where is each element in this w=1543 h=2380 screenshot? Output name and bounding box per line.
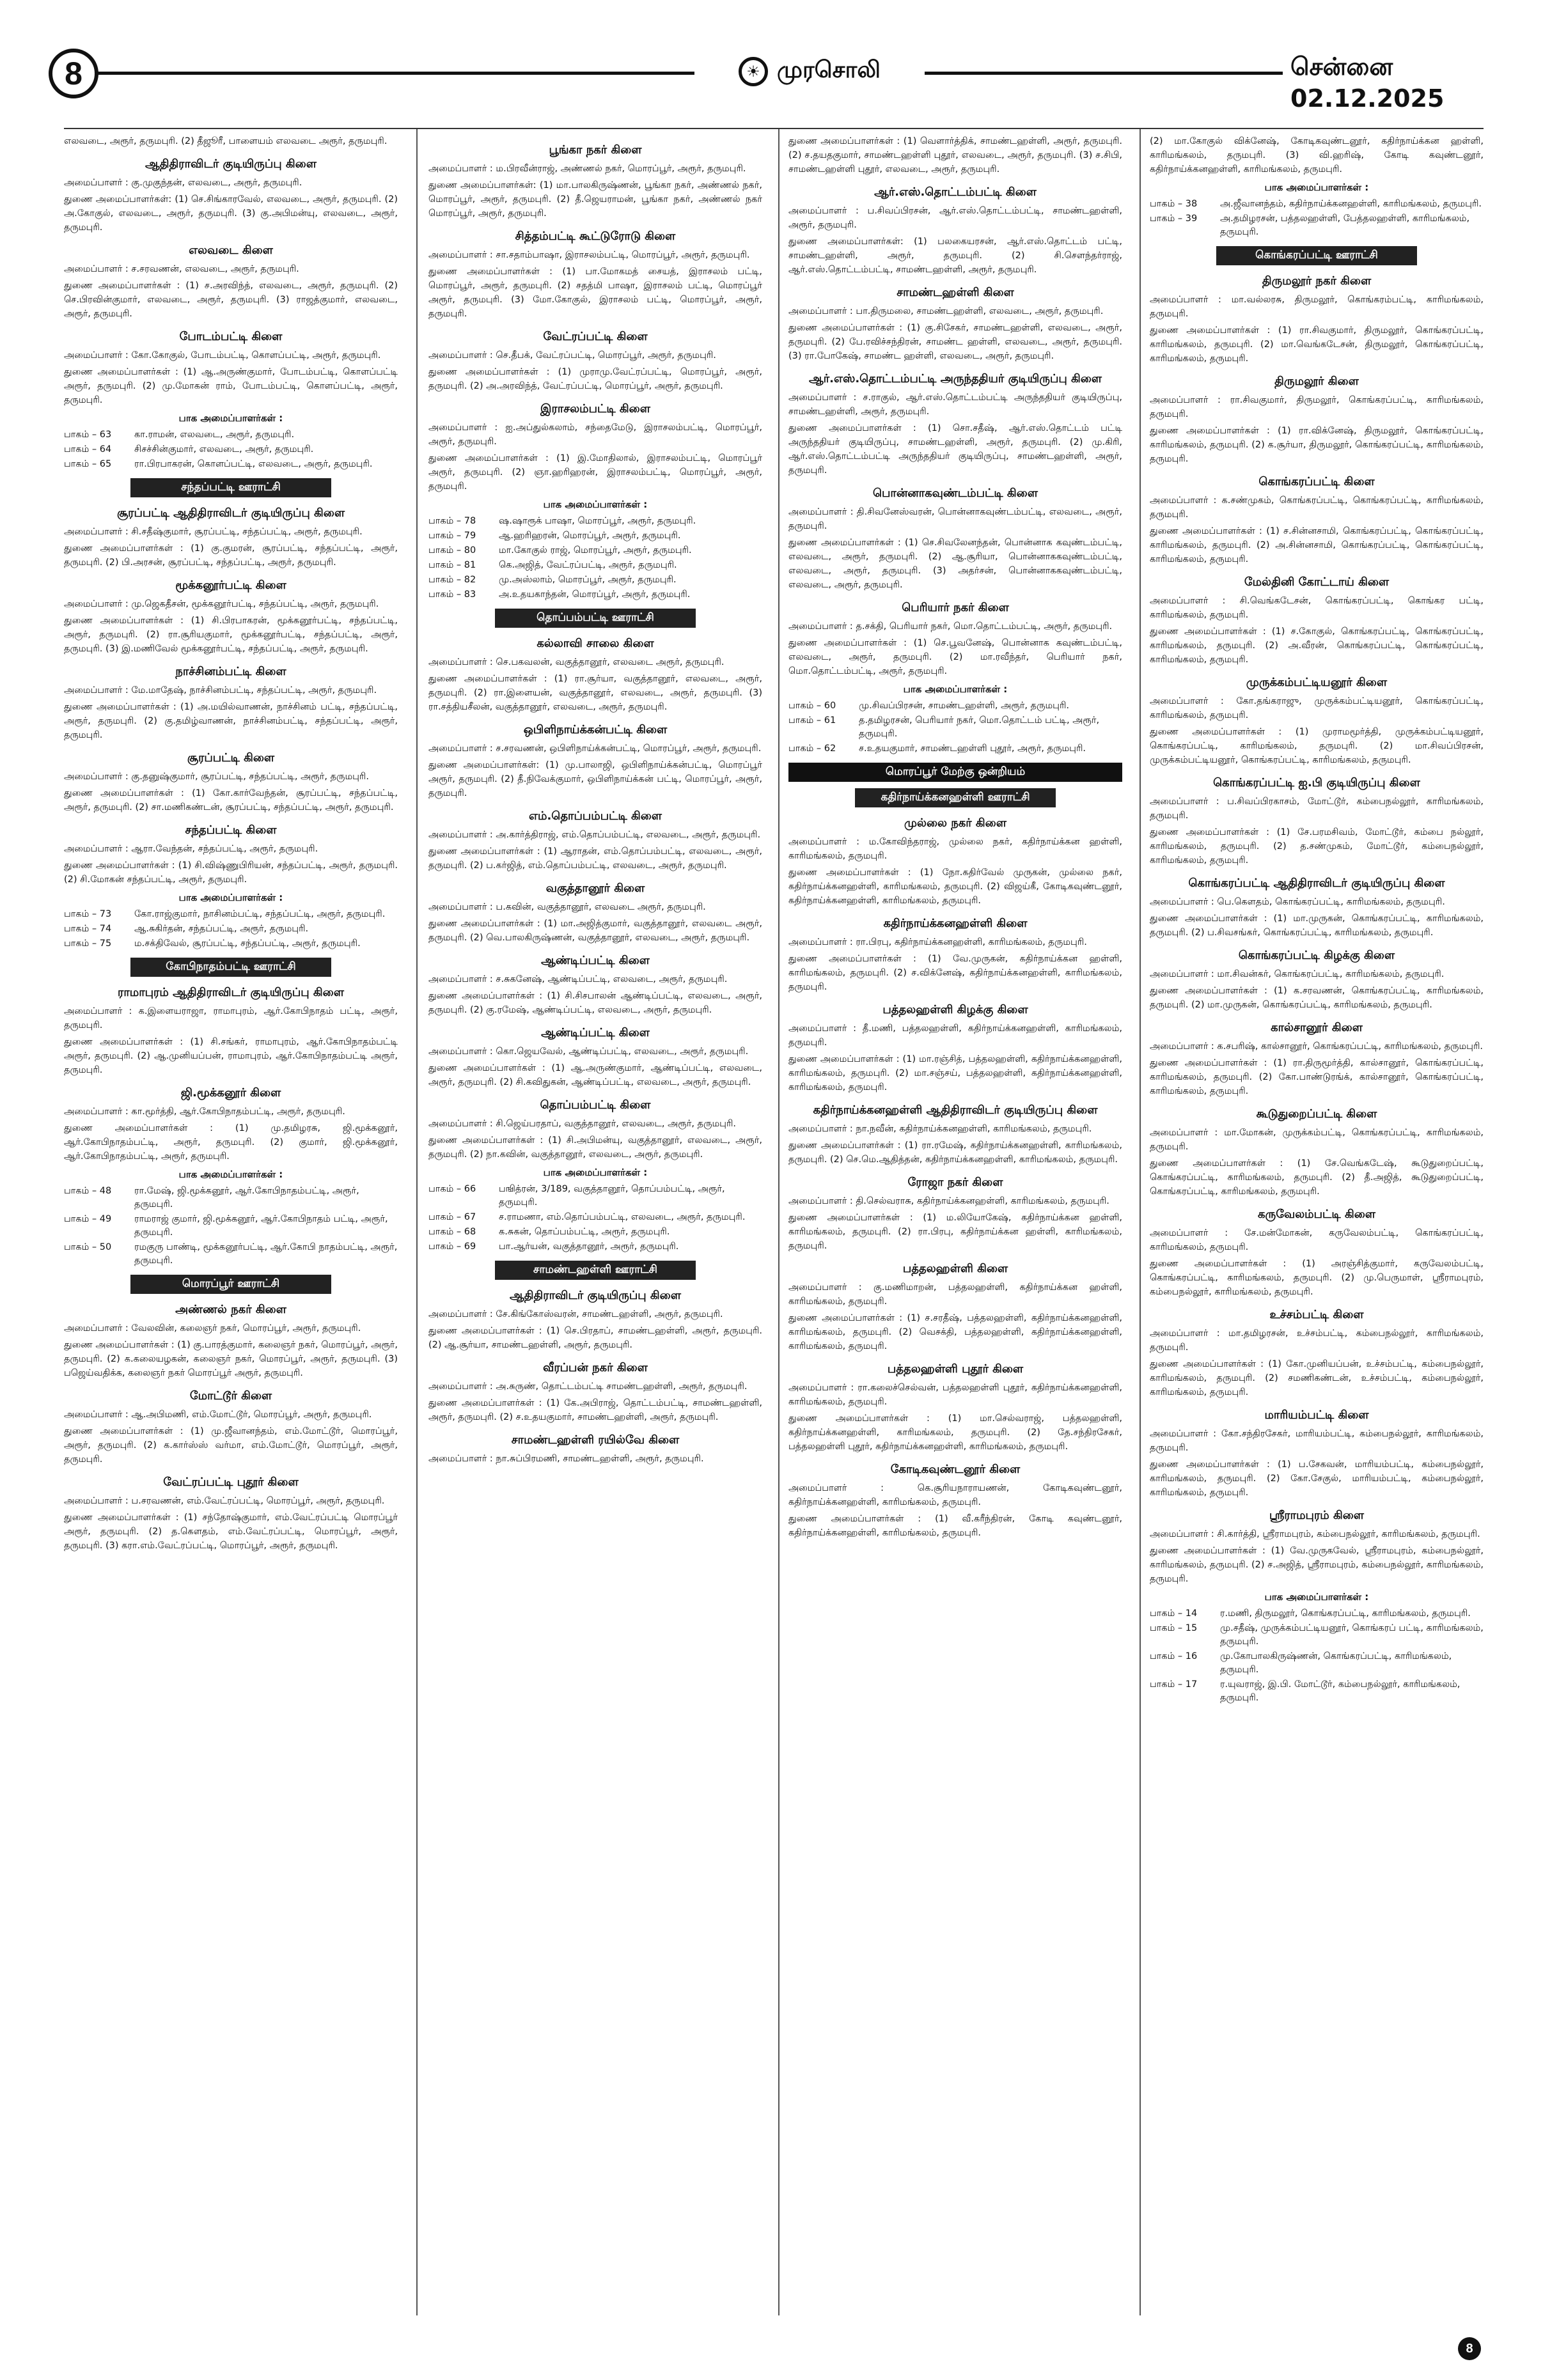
branch-heading: பத்தலஹள்ளி கிளை (902, 1262, 1008, 1275)
panchayat-band: மொரப்பூர் ஊராட்சி (130, 1275, 331, 1294)
member-entry: துணை அமைப்பாளர்கள் : (1) சே.பரமசிவம், மோட்டூர், கம்பை நல்லூர், காரிமங்கலம், தருமபுரி. (2) த.சண்முகம், மோட்டூர், கம்பைநல்லூர், காரிமங்கலம், தருமபுரி. (1150, 827, 1484, 866)
member-entry: அமைப்பாளர் : ம.கோவிந்தராஜ், முல்லை நகர், கதிர்நாய்க்கன ஹள்ளி, காரிமங்கலம், தருமபுரி. (788, 837, 1122, 861)
member-entry: துணை அமைப்பாளர்கள் : (1) ரா.விக்னேஷ், திருமலூர், கொங்கரப்பட்டி, காரிமங்கலம், தருமபுரி. (2) க.சூர்யா, திருமலூர், கொங்கரப்பட்டி, காரிமங்கலம், தருமபுரி. (1150, 426, 1484, 464)
table-row (64, 1212, 398, 1240)
section-lead: பாக அமைப்பாளர்கள் : (178, 412, 283, 424)
member-entry: துணை அமைப்பாளர்கள் : (1) சொ.சதீஷ், ஆர்.எஸ்.தொட்டம் பட்டி அருந்ததியர் குடியிருப்பு, சாமண்டஹள்ளி, அரூர், தருமபுரி. (2) மு.கிரி, ஆர்.எஸ்.தொட்டம்பட்டி அருந்ததியர் குடியிருப்பு, சாமண்டஹள்ளி, அரூர், தருமபுரி. (788, 423, 1122, 476)
member-entry: அமைப்பாளர் : தீ.மணி, பத்தலஹள்ளி, கதிர்நாய்க்கனஹள்ளி, காரிமங்கலம், தருமபுரி. (788, 1023, 1122, 1048)
table-row (64, 922, 398, 937)
member-entry: அமைப்பாளர் : க.இளையராஜா, ராமாபுரம், ஆர்.கோபிநாதம் பட்டி, அரூர், தருமபுரி. (64, 1006, 398, 1031)
booth-incharge: த.தமிழரசன், பெரியார் நகர், மொ.தொட்டம் பட்டி, அரூர், தருமபுரி. (859, 715, 1100, 739)
table-row (64, 1240, 398, 1268)
member-entry: அமைப்பாளர் : ப.சிவப்பிரசன், ஆர்.எஸ்.தொட்டம்பட்டி, சாமண்டஹள்ளி, அரூர், தருமபுரி. (788, 206, 1122, 230)
booth-number: பாகம் – 67 (428, 1212, 476, 1222)
table-row (788, 713, 1122, 742)
branch-heading: பொன்னாகவுண்டம்பட்டி கிளை (873, 486, 1038, 500)
member-entry: துணை அமைப்பாளர்கள் : (1) ம.லியோகேஷ், கதிர்நாய்க்கன ஹள்ளி, காரிமங்கலம், தருமபுரி. (2) ரா.பிரபு, கதிர்நாய்க்கன ஹள்ளி, காரிமங்கலம், தருமபுரி. (788, 1213, 1122, 1251)
booth-number: பாகம் – 82 (428, 575, 476, 585)
booth-number: பாகம் – 61 (788, 715, 836, 726)
branch-heading: எலவடை கிளை (189, 244, 273, 257)
member-entry: துணை அமைப்பாளர்கள் : (1) வெளார்த்திக், சாமண்டஹள்ளி, அரூர், தருமபுரி. (2) ச.தயதகுமார், சாமண்டஹள்ளி புதூர், எலவடை, அரூர், தருமபுரி. (3) ச.சிபி, சாமண்டஹள்ளி புதூர், எலவடை, அரூர், தருமபுரி. (788, 136, 1122, 175)
booth-incharge: கா.ராமன், எலவடை, அரூர், தருமபுரி. (134, 430, 295, 440)
member-entry: துணை அமைப்பாளர்கள் : (1) செ.பிரதாப், சாமண்டஹள்ளி, அரூர், தருமபுரி. (2) ஆ.சூர்யா, சாமண்டஹள்ளி, அரூர், தருமபுரி. (428, 1326, 762, 1350)
member-entry: அமைப்பாளர் : கெ.சூரியநாராயணன், கோடிகவுண்டனூர், கதிர்நாய்க்கனஹள்ளி, காரிமங்கலம், தருமபுரி. (788, 1483, 1122, 1507)
branch-heading: கொங்கரப்பட்டி ஐ.பி குடியிருப்பு கிளை (1213, 776, 1420, 789)
masthead (694, 46, 925, 97)
member-entry: அமைப்பாளர் : கு.தனுஷ்குமார், சூரப்பட்டி, சந்தப்பட்டி, அரூர், தருமபுரி. (64, 772, 369, 782)
booth-number: பாகம் – 16 (1150, 1651, 1198, 1661)
member-entry: துணை அமைப்பாளர்கள் : (1) சி.பிரபாகரன், மூக்கனூர்பட்டி, சந்தப்பட்டி, அரூர், தருமபுரி. (2) ரா.சூரியகுமார், மூக்கனூர்பட்டி, சந்தப்பட்டி, அரூர், தருமபுரி. (3) இ.மணிவேல் மூக்கனூர்பட்டி, சந்தப்பட்டி, அரூர், தருமபுரி. (64, 616, 398, 654)
branch-heading: பெரியார் நகர் கிளை (902, 601, 1009, 614)
member-entry: அமைப்பாளர் : ப.சிவப்பிரகாசம், மோட்டூர், கம்பைநல்லூர், காரிமங்கலம், தருமபுரி. (1150, 797, 1484, 821)
member-entry: அமைப்பாளர் : ரா.பிரபு, கதிர்நாய்க்கனஹள்ளி, காரிமங்கலம், தருமபுரி. (788, 937, 1087, 947)
booth-table (1150, 1606, 1484, 1706)
member-entry: அமைப்பாளர் : மு.ஜெகதீசன், மூக்கனூர்பட்டி, சந்தப்பட்டி, அரூர், தருமபுரி. (64, 599, 379, 609)
branch-heading: கதிர்நாய்க்கனஹள்ளி ஆதிதிராவிடர் குடியிருப்பு கிளை (813, 1103, 1098, 1117)
member-entry: அமைப்பாளர் : ஆரா.வேந்தன், சந்தப்பட்டி, அரூர், தருமபுரி. (64, 844, 318, 854)
booth-incharge: அ.தமிழரசன், பத்தலஹள்ளி, பேத்தலஹள்ளி, காரிமங்கலம், தருமபுரி. (1220, 214, 1470, 237)
member-entry: துணை அமைப்பாளர்கள் : (1) ரா.சூர்யா, வகுத்தானூர், எலவடை, அரூர், தருமபுரி. (2) ரா.இளையன், வகுத்தானூர், எலவடை, அரூர், தருமபுரி. (3) ரா.சத்தியசீலன், வகுத்தானூர், எலவடை, அரூர், தருமபுரி. (428, 674, 762, 712)
booth-number: பாகம் – 17 (1150, 1679, 1198, 1690)
member-entry: துணை அமைப்பாளர்கள் : (1) சி.சிசபாலன் ஆண்டிப்பட்டி, எலவடை, அரூர், தருமபுரி. (2) கு.ரமேஷ், ஆண்டிப்பட்டி, எலவடை, அரூர், தருமபுரி. (428, 991, 762, 1015)
booth-table (428, 514, 762, 602)
table-row (64, 937, 398, 951)
table-row (788, 699, 1122, 713)
branch-heading: வேட்ரப்பட்டி கிளை (543, 330, 648, 343)
table-row (1150, 1677, 1484, 1706)
member-entry: அமைப்பாளர் : த.சக்தி, பெரியார் நகர், மொ.தொட்டம்பட்டி, அரூர், தருமபுரி. (788, 621, 1113, 632)
section-lead: பாக அமைப்பாளர்கள் : (543, 1167, 648, 1178)
booth-number: பாகம் – 81 (428, 560, 476, 570)
branch-heading: சந்தப்பட்டி கிளை (185, 823, 277, 837)
branch-heading: வகுத்தானூர் கிளை (545, 882, 645, 895)
member-entry: அமைப்பாளர் : தி.செல்வராசு, கதிர்நாய்க்கனஹள்ளி, காரிமங்கலம், தருமபுரி. (788, 1196, 1109, 1206)
branch-heading: கதிர்நாய்க்கனஹள்ளி கிளை (883, 917, 1028, 930)
booth-incharge: ஆ.சுகிர்தன், சந்தப்பட்டி, அரூர், தருமபுரி. (134, 924, 309, 934)
booth-number: பாகம் – 62 (788, 743, 836, 754)
table-row (1150, 197, 1484, 212)
booth-number: பாகம் – 48 (64, 1186, 112, 1196)
masthead-title: முரசொலி (777, 57, 881, 83)
header-rule-left (93, 72, 701, 75)
member-entry: அமைப்பாளர் : தி.சிவனேஸ்வரன், பொன்னாகவுண்டம்பட்டி, எலவடை, அரூர், தருமபுரி. (788, 507, 1122, 531)
panchayat-band: கொங்கரப்பட்டி ஊராட்சி (1216, 246, 1416, 265)
member-entry: அமைப்பாளர் : பா.திருமலை, சாமண்டஹள்ளி, எலவடை, அரூர், தருமபுரி. (788, 306, 1104, 316)
branch-heading: ஆண்டிப்பட்டி கிளை (541, 954, 650, 967)
member-entry: துணை அமைப்பாளர்கள் : (1) செ.சிவலேனந்தன், பொன்னாக கவுண்டம்பட்டி, எலவடை, அரூர், தருமபுரி. (2) ஆ.சூரியா, பொன்னாககவுண்டம்பட்டி, எலவடை, அரூர், தருமபுரி. (3) அதர்சன், பொன்னாககவுண்டம்பட்டி, எலவடை, அரூர், தருமபுரி. (788, 538, 1122, 590)
member-entry: துணை அமைப்பாளர்கள் : (1) ச.சரதீஷ், பத்தலஹள்ளி, கதிர்நாய்க்கனஹள்ளி, காரிமங்கலம், தருமபுரி. (2) வெசக்தி, பத்தலஹள்ளி, கதிர்நாய்க்கனஹள்ளி, காரிமங்கலம், தருமபுரி. (788, 1313, 1122, 1351)
branch-heading: முருக்கம்பட்டியனூர் கிளை (1246, 676, 1388, 689)
table-row (64, 1184, 398, 1212)
member-entry: துணை அமைப்பாளர்கள் : (1) ஆ.அருண்குமார், போடம்பட்டி, கொளப்பட்டி அரூர், தருமபுரி. (2) மு.மோகன் ராம், போடம்பட்டி, கொளப்பட்டி, அரூர், தருமபுரி. (64, 367, 398, 405)
member-entry: துணை அமைப்பாளர்கள் : (1) முராமமூர்த்தி, முருக்கம்பட்டியனூர், கொங்கரப்பட்டி, காரிமங்கலம், தருமபுரி. (2) மா.சிவப்பிரசன், முருக்கம்பட்டியனூர், கொங்கரப்பட்டி, காரிமங்கலம், தருமபுரி. (1150, 727, 1484, 765)
member-entry: அமைப்பாளர் : ஐ.அப்துல்கலாம், சந்தைமேடு, இராசலம்பட்டி, மொரப்பூர், அரூர், தருமபுரி. (428, 423, 762, 447)
member-entry: துணை அமைப்பாளர்கள் : (1) சந்தோஷ்குமார், எம்.வேட்ரப்பட்டி மொரப்பூர் அரூர், தருமபுரி. (2) த.கௌதம், எம்.வேட்ரப்பட்டி, மொரப்பூர், அரூர், தருமபுரி. (3) கரா.எம்.வேட்ரப்பட்டி, மொரப்பூர், அரூர், தருமபுரி. (64, 1513, 398, 1551)
member-entry: துணை அமைப்பாளர்கள்: (1) மு.பாலாஜி, ஒபிளிநாய்க்கன்பட்டி, மொரப்பூர் அரூர், தருமபுரி. (2) தீ.நிவேக்குமார், ஒபிளிநாய்க்கன் பட்டி, மொரப்பூர், அரூர், தருமபுரி. (428, 760, 762, 798)
member-entry: அமைப்பாளர் : கொ.ஜெயவேல், ஆண்டிப்பட்டி, எலவடை, அரூர், தருமபுரி. (428, 1046, 749, 1057)
booth-incharge: ச.உதயகுமார், சாமண்டஹள்ளி புதூர், அரூர், தருமபுரி. (859, 743, 1086, 754)
member-entry: அமைப்பாளர் : கு.மணிமாறன், பத்தலஹள்ளி, கதிர்நாய்க்கன ஹள்ளி, காரிமங்கலம், தருமபுரி. (788, 1282, 1122, 1307)
member-entry: அமைப்பாளர் : சா.சதாம்பாஷா, இராசலம்பட்டி, மொரப்பூர், அரூர், தருமபுரி. (428, 250, 750, 260)
booth-incharge: கோ.ராஜ்குமார், நாசினம்பட்டி, சந்தப்பட்டி, அரூர், தருமபுரி. (134, 909, 386, 919)
member-entry: துணை அமைப்பாளர்கள் : (1) சி.சங்கர், ராமாபுரம், ஆர்.கோபிநாதம்பட்டி அரூர், தருமபுரி. (2) ஆ.முனியப்பன், ராமாபுரம், ஆர்.கோபிநாதம்பட்டி அரூர், தருமபுரி. (64, 1037, 398, 1075)
booth-number: பாகம் – 65 (64, 459, 112, 469)
member-entry: அமைப்பாளர் : ச.சுகனேஷ், ஆண்டிப்பட்டி, எலவடை, அரூர், தருமபுரி. (428, 974, 728, 984)
branch-heading: ஆர்.எஸ்.தொட்டம்பட்டி அருந்ததியர் குடியிருப்பு கிளை (808, 372, 1102, 385)
footer-page-number: 8 (1458, 2337, 1481, 2360)
booth-incharge: மு.கோபாலகிருஷ்ணன், கொங்கரப்பட்டி, காரிமங்கலம், தருமபுரி. (1220, 1651, 1452, 1675)
column-divider (1140, 129, 1141, 2315)
member-entry: துணை அமைப்பாளர்கள் : (1) வே.முருகவேல், ஸ்ரீராமபுரம், கம்பைநல்லூர், காரிமங்கலம், தருமபுரி. (2) ச.அஜித், ஸ்ரீராமபுரம், கம்பைநல்லூர், காரிமங்கலம், தருமபுரி. (1150, 1546, 1484, 1584)
branch-heading: ஒபிளிநாய்க்கன்பட்டி கிளை (523, 723, 668, 736)
member-entry: அமைப்பாளர் : மே.மாதேஷ், நாச்சினம்பட்டி, சந்தப்பட்டி, அரூர், தருமபுரி. (64, 685, 377, 696)
table-row (1150, 212, 1484, 240)
booth-incharge: பா.ஆர்யன், வகுத்தானூர், அரூர், தருமபுரி. (499, 1241, 679, 1252)
branch-heading: ஜி.மூக்கனூர் கிளை (180, 1086, 281, 1100)
booth-incharge: மா.கோகுல் ராஜ், மொரப்பூர், அரூர், தருமபுரி. (499, 545, 692, 556)
member-entry: அமைப்பாளர் : ஆ.அபிமணி, எம்.மோட்டூர், மொரப்பூர், அரூர், தருமபுரி. (64, 1410, 372, 1420)
booth-incharge: மு.சிவப்பிரசன், சாமண்டஹள்ளி, அரூர், தருமபுரி. (859, 701, 1070, 711)
member-entry: துணை அமைப்பாளர்கள் : (1) ச.கோகுல், கொங்கரப்பட்டி, கொங்கரப்பட்டி, காரிமங்கலம், தருமபுரி. (2) அ.வீரன், கொங்கரப்பட்டி, கொங்கரப்பட்டி, காரிமங்கலம், தருமபுரி. (1150, 626, 1484, 665)
booth-incharge: கெ.அஜித், வேட்ரப்பட்டி, அரூர், தருமபுரி. (499, 560, 677, 570)
table-row (428, 558, 762, 573)
member-entry: அமைப்பாளர் : கோ.சந்திரசேகர், மாரியம்பட்டி, கம்பைநல்லூர், காரிமங்கலம், தருமபுரி. (1150, 1429, 1484, 1453)
table-row (428, 543, 762, 558)
member-entry: அமைப்பாளர் : சி.சதீஷ்குமார், சூரப்பட்டி, சந்தப்பட்டி, அரூர், தருமபுரி. (64, 527, 363, 537)
booth-incharge: க.சுகன், தொப்பம்பட்டி, அரூர், தருமபுரி. (499, 1227, 670, 1237)
member-entry: துணை அமைப்பாளர்கள் : (1) நோ.கதிர்வேல் முருகன், முல்லை நகர், கதிர்நாய்க்கனஹள்ளி, காரிமங்கலம், தருமபுரி. (2) விஜய்கீ, கோடிகவுண்டனூர், கதிர்நாய்க்கனஹள்ளி, காரிமங்கலம், தருமபுரி. (788, 867, 1122, 906)
booth-incharge: மு.சதீஷ், முருக்கம்பட்டியனூர், கொங்கரப் பட்டி, காரிமங்கலம், தருமபுரி. (1220, 1623, 1484, 1647)
panchayat-band: தொப்பம்பட்டி ஊராட்சி (495, 609, 695, 628)
table-row (64, 428, 398, 442)
section-lead: பாக அமைப்பாளர்கள் : (543, 499, 648, 510)
branch-heading: பத்தலஹள்ளி புதூர் கிளை (887, 1362, 1024, 1376)
member-entry: துணை அமைப்பாளர்கள்: (1) செ.சிங்காரவேல், எலவடை, அரூர், தருமபுரி. (2) அ.கோகுல், எலவடை, அரூர், தருமபுரி. (3) கு.அபிமன்யு, எலவடை, அரூர், தருமபுரி. (64, 194, 398, 233)
member-entry: அமைப்பாளர் : கா.மூர்த்தி, ஆர்.கோபிநாதம்பட்டி, அரூர், தருமபுரி. (64, 1107, 345, 1117)
member-entry: அமைப்பாளர் : செ.பகவலன், வகுத்தானூர், எலவடை அரூர், தருமபுரி. (428, 657, 725, 667)
member-entry: துணை அமைப்பாளர்கள் : (1) ச.சின்னசாமி, கொங்கரப்பட்டி, கொங்கரப்பட்டி, காரிமங்கலம், தருமபுரி. (2) அ.சின்னசாமி, கொங்கரப்பட்டி, கொங்கரப்பட்டி, காரிமங்கலம், தருமபுரி. (1150, 526, 1484, 564)
booth-number: பாகம் – 15 (1150, 1623, 1198, 1633)
table-row (428, 573, 762, 587)
section-lead: பாக அமைப்பாளர்கள் : (1264, 1591, 1369, 1603)
booth-incharge: ரா.பிரபாகரன், கொளப்பட்டி, எலவடை, அரூர், தருமபுரி. (134, 459, 373, 469)
member-entry: துணை அமைப்பாளர்கள் : (1) ரா.சிவகுமார், திருமலூர், கொங்கரப்பட்டி, காரிமங்கலம், தருமபுரி. (2) மா.வெங்கடேசன், திருமலூர், கொங்கரப்பட்டி, காரிமங்கலம், தருமபுரி. (1150, 325, 1484, 364)
member-entry: அமைப்பாளர் : வேலவின், கலைஞர் நகர், மொரப்பூர், அரூர், தருமபுரி. (64, 1323, 361, 1334)
branch-heading: பத்தலஹள்ளி கிழக்கு கிளை (882, 1003, 1028, 1016)
member-entry: அமைப்பாளர் : மா.மோகன், முருக்கம்பட்டி, கொங்கரப்பட்டி, காரிமங்கலம், தருமபுரி. (1150, 1128, 1484, 1152)
member-entry: துணை அமைப்பாளர்கள் : (1) சி.விஷ்ணுபிரியன், சந்தப்பட்டி, அரூர், தருமபுரி. (2) சி.மோகன் சந்தப்பட்டி, அரூர், தருமபுரி. (64, 860, 398, 885)
column-4 (1150, 134, 1484, 2301)
table-row (428, 529, 762, 543)
branch-heading: மூக்கனூர்பட்டி கிளை (175, 579, 286, 592)
member-entry: துணை அமைப்பாளர்கள் : (1) க.சரவணன், கொங்கரப்பட்டி, காரிமங்கலம், தருமபுரி. (2) மா.முருகன், கொங்கரப்பட்டி, காரிமங்கலம், தருமபுரி. (1150, 986, 1484, 1010)
member-entry: துணை அமைப்பாளர்கள் : (1) வே.முருகன், கதிர்நாய்க்கன ஹள்ளி, காரிமங்கலம், தருமபுரி. (2) ச.விக்னேஷ், கதிர்நாய்க்கனஹள்ளி, காரிமங்கலம், தருமபுரி. (788, 954, 1122, 992)
member-entry: அமைப்பாளர் : ச.ராகுல், ஆர்.எஸ்.தொட்டம்பட்டி அருந்ததியர் குடியிருப்பு, சாமண்டஹள்ளி, அரூர், தருமபுரி. (788, 393, 1122, 417)
booth-number: பாகம் – 60 (788, 701, 836, 711)
booth-incharge: ரமகுரு பாண்டி, மூக்கனூர்பட்டி, ஆர்.கோபி நாதம்பட்டி, அரூர், தருமபுரி. (134, 1242, 398, 1266)
column-divider (778, 129, 779, 2315)
table-row (64, 442, 398, 457)
member-entry: அமைப்பாளர் : க.சபரிஷ், கால்சானூர், கொங்கரப்பட்டி, காரிமங்கலம், தருமபுரி. (1150, 1041, 1483, 1052)
table-row (64, 907, 398, 922)
panchayat-band: கதிர்நாய்க்கனஹள்ளி ஊராட்சி (855, 788, 1055, 807)
member-entry: துணை அமைப்பாளர்கள் : (1) ச.அரவிந்த், எலவடை, அரூர், தருமபுரி. (2) செ.பிரவின்குமார், எலவடை, அரூர், தருமபுரி. (3) ராஜத்குமார், எலவடை, அரூர், தருமபுரி. (64, 281, 398, 319)
panchayat-band: மொரப்பூர் மேற்கு ஒன்றியம் (788, 763, 1122, 782)
member-entry: துணை அமைப்பாளர்கள் : (1) அரஞ்சித்குமார், கருவேலம்பட்டி, கொங்கரப்பட்டி, காரிமங்கலம், தருமபுரி. (2) மு.பெருமாள், ஸ்ரீராமபுரம், கம்பைநல்லூர், காரிமங்கலம், தருமபுரி. (1150, 1259, 1484, 1297)
booth-number: பாகம் – 50 (64, 1242, 112, 1252)
booth-number: பாகம் – 69 (428, 1241, 476, 1252)
booth-table (64, 428, 398, 472)
header-rule-right (925, 72, 1283, 75)
booth-incharge: ர.யுவராஜ், இ.பி. மோட்டூர், கம்பைநல்லூர், காரிமங்கலம், தருமபுரி. (1220, 1679, 1461, 1703)
branch-heading: ராமாபுரம் ஆதிதிராவிடர் குடியிருப்பு கிளை (118, 986, 344, 999)
member-entry: துணை அமைப்பாளர்கள் : (1) கோ.கார்வேந்தன், சூரப்பட்டி, சந்தப்பட்டி, அரூர், தருமபுரி. (2) சா.மணிகண்டன், சூரப்பட்டி, சந்தப்பட்டி, அரூர், தருமபுரி. (64, 788, 398, 813)
branch-heading: வீரப்பன் நகர் கிளை (543, 1361, 648, 1374)
branch-heading: கொங்கரப்பட்டி கிழக்கு கிளை (1238, 949, 1395, 962)
booth-number: பாகம் – 83 (428, 589, 476, 600)
booth-number: பாகம் – 63 (64, 430, 112, 440)
member-entry: துணை அமைப்பாளர்கள் : (1) இ.மோதிலால், இராசலம்பட்டி, மொரப்பூர் அரூர், தருமபுரி. (2) ஞா.ஹரிஹரன், இராசலம்பட்டி, மொரப்பூர், அரூர், தருமபுரி. (428, 453, 762, 492)
table-row (64, 457, 398, 472)
booth-table (64, 907, 398, 951)
panchayat-band: கோபிநாதம்பட்டி ஊராட்சி (130, 958, 331, 977)
member-entry: துணை அமைப்பாளர்கள் : (1) ரா.திருமூர்த்தி, கால்சானூர், கொங்கரப்பட்டி, காரிமங்கலம், தருமபுரி. (2) கோ.பாண்டுரங்க், கால்சானூர், கொங்கரப்பட்டி, காரிமங்கலம், தருமபுரி. (1150, 1058, 1484, 1096)
column-divider (416, 129, 418, 2315)
branch-heading: மோட்டூர் கிளை (189, 1389, 272, 1403)
branch-heading: மேல்தினி கோட்டாய் கிளை (1244, 575, 1390, 589)
branch-heading: கருவேலம்பட்டி கிளை (1258, 1208, 1375, 1221)
member-entry: துணை அமைப்பாளர்கள் : (1) வீ.கரீந்திரன், கோடி கவுண்டனூர், கதிர்நாய்க்கனஹள்ளி, காரிமங்கலம், தருமபுரி. (788, 1514, 1122, 1538)
member-entry: அமைப்பாளர் : ம.பிரவீன்ராஜ், அண்ணல் நகர், மொரப்பூர், அரூர், தருமபுரி. (428, 164, 746, 174)
booth-number: பாகம் – 75 (64, 938, 112, 949)
branch-heading: கூடுதுறைப்பட்டி கிளை (1256, 1107, 1377, 1121)
booth-incharge: பஙித்ரன், 3/189, வகுத்தானூர், தொப்பம்பட்டி, அரூர், தருமபுரி. (499, 1184, 725, 1208)
member-entry: துணை அமைப்பாளர்கள் : (1) கோ.முனியப்பன், உச்சம்பட்டி, கம்பைநல்லூர், காரிமங்கலம், தருமபுரி. (2) சமணிகண்டன், உச்சம்பட்டி, கம்பைநல்லூர், காரிமங்கலம், தருமபுரி. (1150, 1359, 1484, 1397)
branch-heading: திருமலூர் கிளை (1274, 375, 1359, 388)
table-row (788, 742, 1122, 756)
member-entry: அமைப்பாளர் : நா.நவீன், கதிர்நாய்க்கனஹள்ளி, காரிமங்கலம், தருமபுரி. (788, 1124, 1092, 1134)
booth-number: பாகம் – 49 (64, 1214, 112, 1224)
branch-heading: ஆர்.எஸ்.தொட்டம்பட்டி கிளை (874, 185, 1037, 199)
booth-number: பாகம் – 80 (428, 545, 476, 556)
member-entry: அமைப்பாளர் : சே.கிங்கோஸ்வரன், சாமண்டஹள்ளி, அரூர், தருமபுரி. (428, 1309, 723, 1319)
booth-number: பாகம் – 14 (1150, 1608, 1198, 1619)
branch-heading: சித்தம்பட்டி கூட்டுரோடு கிளை (515, 229, 676, 243)
member-entry: துணை அமைப்பாளர்கள் : (1) பா.மோகமத் சையத், இராசலம் பட்டி, மொரப்பூர், அரூர், தருமபுரி. (2) சதத்மி பாஷா, இராசலம் பட்டி, மொரப்பூர் அரூர், தருமபுரி. (3) மோ.கோகுல், இராசலம் பட்டி, மொரப்பூர், அரூர், தருமபுரி. (428, 267, 762, 319)
member-entry: அமைப்பாளர் : அ.கார்த்திராஜ், எம்.தொப்பம்பட்டி, எலவடை, அரூர், தருமபுரி. (428, 830, 761, 840)
booth-table (64, 1184, 398, 1268)
member-entry: அமைப்பாளர் : ப.சரவணன், எம்.வேட்ரப்பட்டி, மொரப்பூர், அரூர், தருமபுரி. (64, 1496, 385, 1506)
table-row (428, 587, 762, 602)
section-lead: பாக அமைப்பாளர்கள் : (1264, 182, 1369, 193)
member-entry: துணை அமைப்பாளர்கள் : (1) அ.மயில்வாணன், நாச்சினம் பட்டி, சந்தப்பட்டி, அரூர், தருமபுரி. (2) கு.தமிழ்வாணன், நாச்சினம்பட்டி, சந்தப்பட்டி, அரூர், தருமபுரி. (64, 702, 398, 740)
member-entry: துணை அமைப்பாளர்கள் : (1) மு.ஜீவானந்தம், எம்.மோட்டூர், மொரப்பூர், அரூர், தருமபுரி. (2) க.கார்ஸ்ஸ் வர்மா, எம்.மோட்டூர், மொரப்பூர், அரூர், தருமபுரி. (64, 1426, 398, 1465)
column-2 (428, 134, 762, 2301)
member-entry: துணை அமைப்பாளர்கள் : (1) முராமு.வேட்ரப்பட்டி, மொரப்பூர், அரூர், தருமபுரி. (2) அ.அரவிந்த், வேட்ரப்பட்டி, மொரப்பூர், அரூர், தருமபுரி. (428, 367, 762, 391)
booth-table (788, 699, 1122, 756)
member-entry: அமைப்பாளர் : ப.கவின், வகுத்தானூர், எலவடை அரூர், தருமபுரி. (428, 902, 706, 912)
member-entry: துணை அமைப்பாளர்கள் : (1) கு.பாரத்குமார், கலைஞர் நகர், மொரப்பூர், அரூர், தருமபுரி. (2) க.கலையழகன், கலைஞர் நகர், மொரப்பூர், அரூர், தருமபுரி. (3) பஜெய்வதிக்க, கலைஞர் நகர் மொரப்பூர் அரூர், தருமபுரி. (64, 1340, 398, 1378)
sun-emblem-icon: ☀ (739, 57, 768, 86)
table-row (1150, 1649, 1484, 1677)
branch-heading: நாச்சினம்பட்டி கிளை (175, 665, 286, 678)
member-entry: துணை அமைப்பாளர்கள் : (1) மா.ரஞ்சித், பத்தலஹள்ளி, கதிர்நாய்க்கனஹள்ளி, காரிமங்கலம், தருமபுரி. (2) மா.சஞ்சய், பத்தலஹள்ளி, கதிர்நாய்க்கனஹள்ளி, காரிமங்கலம், தருமபுரி. (788, 1054, 1122, 1093)
member-entry: துணை அமைப்பாளர்கள் : (1) மா.அஜித்குமார், வகுத்தானூர், எலவடை அரூர், தருமபுரி. (2) வெ.பாலகிருஷ்ணன், வகுத்தானூர், எலவடை, அரூர், தருமபுரி. (428, 919, 762, 943)
table-row (428, 1225, 762, 1240)
branch-heading: சூரப்பட்டி ஆதிதிராவிடர் குடியிருப்பு கிளை (116, 506, 345, 520)
member-entry: துணை அமைப்பாளர்கள் : (1) கு.குமரன், சூரப்பட்டி, சந்தப்பட்டி, அரூர், தருமபுரி. (2) பி.அரசன், சூரப்பட்டி, சந்தப்பட்டி, அரூர், தருமபுரி. (64, 543, 398, 568)
branch-heading: தொப்பம்பட்டி கிளை (540, 1098, 651, 1112)
branch-heading: சாமண்டஹள்ளி கிளை (897, 286, 1014, 299)
section-lead: பாக அமைப்பாளர்கள் : (178, 892, 283, 903)
booth-incharge: ஷ.ஷாரூக் பாஷா, மொரப்பூர், அரூர், தருமபுரி. (499, 516, 696, 526)
member-entry: துணை அமைப்பாளர்கள் : (1) கே.அபிராஜ், தொட்டம்பட்டி, சாமண்டஹள்ளி, அரூர், தருமபுரி. (2) ச.உதயகுமார், சாமண்டஹள்ளி, அரூர், தருமபுரி. (428, 1398, 762, 1422)
booth-incharge: அ.உதயகாந்தன், மொரப்பூர், அரூர், தருமபுரி. (499, 589, 691, 600)
member-entry: துணை அமைப்பாளர்கள் : (1) சே.வெங்கடேஷ், கூடுதுறைப்பட்டி, கொங்கரப்பட்டி, காரிமங்கலம், தருமபுரி. (2) தீ.அஜித், கூடுதுறைப்பட்டி, கொங்கரப்பட்டி, காரிமங்கலம், தருமபுரி. (1150, 1158, 1484, 1197)
branch-heading: பூங்கா நகர் கிளை (549, 143, 642, 157)
member-entry: துணை அமைப்பாளர்கள் : (1) மா.முருகன், கொங்கரப்பட்டி, காரிமங்கலம், தருமபுரி. (2) ப.சிவசங்கர், கொங்கரப்பட்டி, காரிமங்கலம், தருமபுரி. (1150, 914, 1484, 938)
member-entry: அமைப்பாளர் : ச.சரவணன், ஒபிளிநாய்க்கன்பட்டி, மொரப்பூர், அரூர், தருமபுரி. (428, 743, 762, 754)
booth-number: பாகம் – 66 (428, 1184, 476, 1194)
member-entry: துணை அமைப்பாளர்கள் : (1) சி.அபிமன்யு, வகுத்தானூர், எலவடை, அரூர், தருமபுரி. (2) நா.கவின், வகுத்தானூர், எலவடை, அரூர், தருமபுரி. (428, 1135, 762, 1160)
member-entry: அமைப்பாளர் : மா.வல்லரசு, திருமலூர், கொங்கரம்பட்டி, காரிமங்கலம், தருமபுரி. (1150, 295, 1484, 319)
branch-heading: இராசலம்பட்டி கிளை (540, 402, 650, 416)
member-entry: அமைப்பாளர் : கோ.தங்கராஜு, முருக்கம்பட்டியனூர், கொங்கரப்பட்டி, காரிமங்கலம், தருமபுரி. (1150, 696, 1484, 720)
member-entry: அமைப்பாளர் : சே.மன்மோகன், கருவேலம்பட்டி, கொங்கரப்பட்டி, காரிமங்கலம், தருமபுரி. (1150, 1228, 1484, 1252)
member-entry: அமைப்பாளர் : ரா.கலைச்செல்வன், பத்தலஹள்ளி புதூர், கதிர்நாய்க்கனஹள்ளி, காரிமங்கலம், தருமபுரி. (788, 1383, 1122, 1407)
member-entry: அமைப்பாளர் : கோ.கோகுல், போடம்பட்டி, கொளப்பட்டி, அரூர், தருமபுரி. (64, 350, 381, 361)
branch-heading: உச்சம்பட்டி கிளை (1269, 1308, 1364, 1321)
booth-number: பாகம் – 78 (428, 516, 476, 526)
booth-number: பாகம் – 68 (428, 1227, 476, 1237)
member-entry: அமைப்பாளர் : செ.தீபக், வேட்ரப்பட்டி, மொரப்பூர், அரூர், தருமபுரி. (428, 350, 716, 361)
branch-heading: ரோஜா நகர் கிளை (907, 1176, 1003, 1189)
branch-heading: முல்லை நகர் கிளை (904, 816, 1006, 830)
member-entry: அமைப்பாளர் : மா.தமிழரசன், உச்சம்பட்டி, கம்பைநல்லூர், காரிமங்கலம், தருமபுரி. (1150, 1328, 1484, 1353)
booth-number: பாகம் – 64 (64, 444, 112, 455)
section-lead: பாக அமைப்பாளர்கள் : (903, 683, 1008, 695)
member-entry: அமைப்பாளர் : பெ.கௌதம், கொங்கரப்பட்டி, காரிமங்கலம், தருமபுரி. (1150, 897, 1445, 907)
table-row (428, 514, 762, 529)
branch-heading: கொங்கரப்பட்டி ஆதிதிராவிடர் குடியிருப்பு கிளை (1188, 876, 1445, 890)
booth-incharge: அ.ஜீவானந்தம், கதிர்நாய்க்கனஹள்ளி, காரிமங்கலம், தருமபுரி. (1220, 199, 1482, 209)
member-entry: துணை அமைப்பாளர்கள் : (1) ஆராதன், எம்.தொப்பம்பட்டி, எலவடை, அரூர், தருமபுரி. (2) ப.கர்ஜித், எம்.தொப்பம்பட்டி, எலவடை, அரூர், தருமபுரி. (428, 846, 762, 871)
table-row (428, 1240, 762, 1254)
panchayat-band: சாமண்டஹள்ளி ஊராட்சி (495, 1261, 695, 1280)
booth-incharge: ர.மணி, திருமலூர், கொங்கரப்பட்டி, காரிமங்கலம், தருமபுரி. (1220, 1608, 1471, 1619)
booth-incharge: ராமராஜ் குமார், ஜி.மூக்கனூர், ஆர்.கோபிநாதம் பட்டி, அரூர், தருமபுரி. (134, 1214, 388, 1238)
member-entry: துணை அமைப்பாளர்கள் : (1) மு.தமிழரசு, ஜி.மூக்கனூர், ஆர்.கோபிநாதம்பட்டி, அரூர், தருமபுரி. (2) குமார், ஜி.மூக்கனூர், ஆர்.கோபிநாதம்பட்டி, அரூர், தருமபுரி. (64, 1123, 398, 1162)
branch-heading: மாரியம்பட்டி கிளை (1264, 1408, 1369, 1422)
member-entry: அமைப்பாளர் : கு.முகுந்தன், எலவடை, அரூர், தருமபுரி. (64, 178, 302, 188)
member-entry: துணை அமைப்பாளர்கள் : (1) ஆ.அருண்குமார், ஆண்டிப்பட்டி, எலவடை, அரூர், தருமபுரி. (2) சி.கவிதுகன், ஆண்டிப்பட்டி, எலவடை, அரூர், தருமபுரி. (428, 1063, 762, 1087)
booth-incharge: மு.அஸ்லாம், மொரப்பூர், அரூர், தருமபுரி. (499, 575, 677, 585)
member-entry: அமைப்பாளர் : அ.சுருண், தொட்டம்பட்டி சாமண்டஹள்ளி, அரூர், தருமபுரி. (428, 1381, 748, 1392)
branch-heading: சூரப்பட்டி கிளை (187, 751, 275, 765)
table-row (428, 1210, 762, 1225)
branch-heading: கல்லாவி சாலை கிளை (537, 637, 654, 650)
branch-heading: கோடிகவுண்டனூர் கிளை (890, 1463, 1021, 1476)
branch-heading: போடம்பட்டி கிளை (179, 330, 283, 343)
branch-heading: கால்சானூர் கிளை (1271, 1021, 1363, 1034)
member-entry: அமைப்பாளர் : சி.வெங்கடேசன், கொங்கரப்பட்டி, கொங்கர பட்டி, காரிமங்கலம், தருமபுரி. (1150, 596, 1484, 620)
booth-number: பாகம் – 79 (428, 531, 476, 541)
member-entry: அமைப்பாளர் : ச.சரவணன், எலவடை, அரூர், தருமபுரி. (64, 264, 299, 274)
branch-heading: திருமலூர் நகர் கிளை (1262, 274, 1372, 288)
member-entry: அமைப்பாளர் : மா.சிவன்கர், கொங்கரப்பட்டி, காரிமங்கலம், தருமபுரி. (1150, 969, 1445, 979)
panchayat-band: சந்தப்பட்டி ஊராட்சி (130, 478, 331, 497)
member-entry: அமைப்பாளர் : சி.கார்த்தி, ஸ்ரீராமபுரம், கம்பைநல்லூர், காரிமங்கலம், தருமபுரி. (1150, 1529, 1480, 1539)
booth-incharge: ஆ.ஹரிஹரன், மொரப்பூர், அரூர், தருமபுரி. (499, 531, 681, 541)
table-row (1150, 1621, 1484, 1649)
member-entry: துணை அமைப்பாளர்கள் : (1) ரா.ரமேஷ், கதிர்நாய்க்கனஹள்ளி, காரிமங்கலம், தருமபுரி. (2) செ.மெ.ஆதித்தன், கதிர்நாய்க்கனஹள்ளி, காரிமங்கலம், தருமபுரி. (788, 1140, 1122, 1165)
booth-number: பாகம் – 38 (1150, 199, 1198, 209)
booth-incharge: சிசச்சின்குமார், எலவடை, அரூர், தருமபுரி. (134, 444, 314, 455)
branch-heading: வேட்ரப்பட்டி புதூர் கிளை (163, 1475, 299, 1489)
member-entry: அமைப்பாளர் : ரா.சிவகுமார், திருமலூர், கொங்கரப்பட்டி, காரிமங்கலம், தருமபுரி. (1150, 395, 1484, 419)
branch-heading: ஆதிதிராவிடர் குடியிருப்பு கிளை (145, 157, 317, 171)
branch-heading: ஆதிதிராவிடர் குடியிருப்பு கிளை (510, 1289, 681, 1302)
dateline: சென்னை 02.12.2025 (1283, 52, 1504, 113)
member-entry: அமைப்பாளர் : சி.ஜெய்பரதாப், வகுத்தானூர், எலவடை, அரூர், தருமபுரி. (428, 1119, 737, 1129)
branch-heading: சாமண்டஹள்ளி ரயில்வே கிளை (511, 1433, 680, 1447)
column-3 (788, 134, 1122, 2301)
table-row (428, 1182, 762, 1210)
member-entry: துணை அமைப்பாளர்கள் : (1) செ.பூவனேஷ், பொன்னாக கவுண்டம்பட்டி, எலவடை, அரூர், தருமபுரி. (2) மா.ரவீந்தர், பெரியார் நகர், மொ.தொட்டம்பட்டி, அரூர், தருமபுரி. (788, 638, 1122, 676)
booth-number: பாகம் – 74 (64, 924, 112, 934)
table-row (1150, 1606, 1484, 1621)
member-entry: துணை அமைப்பாளர்கள் : (1) ப.சேகவன், மாரியம்பட்டி, கம்பைநல்லூர், காரிமங்கலம், தருமபுரி. (2) கோ.சேகுல், மாரியம்பட்டி, கம்பைநல்லூர், காரிமங்கலம், தருமபுரி. (1150, 1459, 1484, 1498)
page-header (49, 46, 1504, 113)
article-body (64, 128, 1484, 2321)
booth-table (1150, 197, 1484, 240)
member-entry: அமைப்பாளர் : நா.சுப்பிரமணி, சாமண்டஹள்ளி, அரூர், தருமபுரி. (428, 1454, 704, 1464)
member-entry: துணை அமைப்பாளர்கள்: (1) பலகையரசன், ஆர்.எஸ்.தொட்டம் பட்டி, சாமண்டஹள்ளி, அரூர், தருமபுரி. (2) சி.சௌந்தர்ராஜ், ஆர்.எஸ்.தொட்டம்பட்டி, சாமண்டஹள்ளி, அரூர், தருமபுரி. (788, 237, 1122, 275)
member-entry: அமைப்பாளர் : க.சண்முகம், கொங்கரப்பட்டி, கொங்கரப்பட்டி, காரிமங்கலம், தருமபுரி. (1150, 495, 1484, 520)
member-entry: எலவடை, அரூர், தருமபுரி. (2) தீஜூரீ, பாளையம் எலவடை அரூர், தருமபுரி. (64, 136, 388, 146)
booth-incharge: ச.ராமணா, எம்.தொப்பம்பட்டி, எலவடை, அரூர், தருமபுரி. (499, 1212, 746, 1222)
branch-heading: ஆண்டிப்பட்டி கிளை (541, 1026, 650, 1039)
branch-heading: எம்.தொப்பம்பட்டி கிளை (528, 809, 662, 823)
branch-heading: கொங்கரப்பட்டி கிளை (1258, 475, 1375, 488)
member-entry: துணை அமைப்பாளர்கள்: (1) மா.பாலகிருஷ்ணன், பூங்கா நகர், அண்ணல் நகர், மொரப்பூர், அரூர், தருமபுரி. (2) தீ.ஜெயராமன், பூங்கா நகர், அண்ணல் நகர் மொரப்பூர், அரூர், தருமபுரி. (428, 180, 762, 219)
booth-incharge: ரா.மேஷ், ஜி.மூக்கனூர், ஆர்.கோபிநாதம்பட்டி, அரூர், தருமபுரி. (134, 1186, 359, 1209)
column-1 (64, 134, 398, 2301)
member-entry: (2) மா.கோகுல் விக்னேஷ், கோடிகவுண்டனூர், கதிர்நாய்க்கன ஹள்ளி, காரிமங்கலம், தருமபுரி. (3) வி.ஹரிஷ், கோடி கவுண்டனூர், கதிர்நாய்க்கனஹள்ளி, காரிமங்கலம், தருமபுரி. (1150, 136, 1484, 175)
booth-number: பாகம் – 73 (64, 909, 112, 919)
branch-heading: அண்ணல் நகர் கிளை (175, 1303, 286, 1316)
branch-heading: ஸ்ரீராமபுரம் கிளை (1269, 1509, 1365, 1522)
member-entry: துணை அமைப்பாளர்கள் : (1) கு.சிசேகர், சாமண்டஹள்ளி, எலவடை, அரூர், தருமபுரி. (2) பே.ரவிச்சந்திரன், சாமண்ட ஹள்ளி, எலவடை, அரூர், தருமபுரி. (3) ரா.போகேஷ், சாமண்ட ஹள்ளி, எலவடை, அரூர், தருமபுரி. (788, 323, 1122, 361)
booth-table (428, 1182, 762, 1254)
booth-incharge: ம.சக்திவேல், சூரப்பட்டி, சந்தப்பட்டி, அரூர், தருமபுரி. (134, 938, 361, 949)
section-lead: பாக அமைப்பாளர்கள் : (178, 1169, 283, 1180)
booth-number: பாகம் – 39 (1150, 214, 1198, 224)
member-entry: துணை அமைப்பாளர்கள் : (1) மா.செல்வராஜ், பத்தலஹள்ளி, கதிர்நாய்க்கனஹள்ளி, காரிமங்கலம், தருமபுரி. (2) தே.சந்திரசேகர், பத்தலஹள்ளி புதூர், கதிர்நாய்க்கனஹள்ளி, காரிமங்கலம், தருமபுரி. (788, 1413, 1122, 1452)
page-number-badge: 8 (49, 49, 98, 98)
